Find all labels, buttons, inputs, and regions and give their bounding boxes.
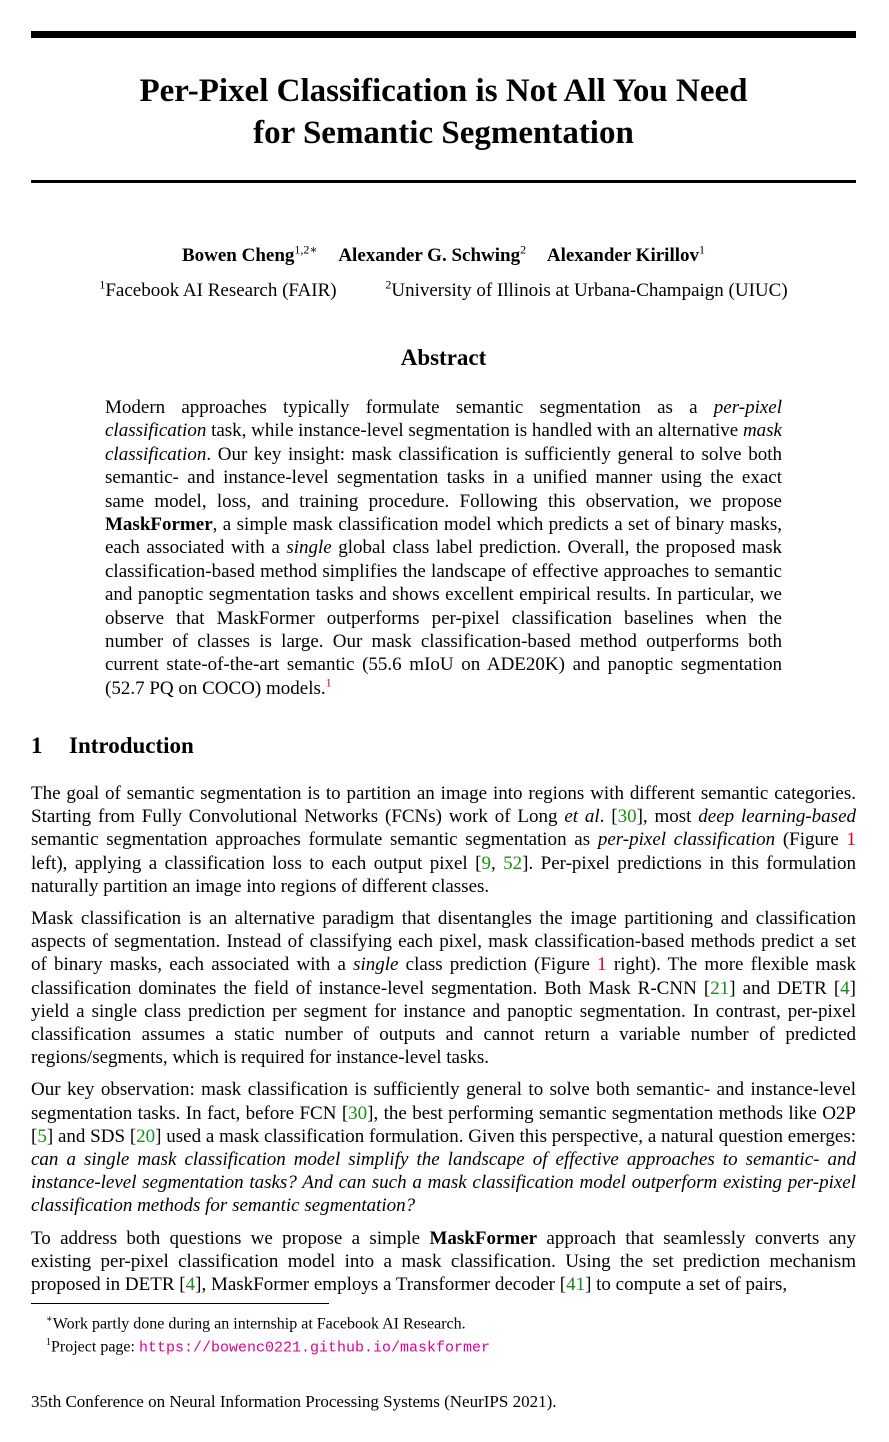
citation-link[interactable]: 30 — [617, 806, 637, 828]
title-bottom-rule — [31, 180, 856, 183]
footnote-2: $^1$Project page: https://bowenc0221.github.io/maskformer — [46, 1337, 491, 1357]
paragraph-4: To address both questions we propose a simple MaskFormer approach that seamlessly converts any existing per-pixel classification model into a mask classification. Using the set prediction mechanism proposed in DETR [4], MaskFormer employs a Transformer decoder [41] to compute a set of pairs, — [31, 1227, 857, 1296]
section-heading: 1 Introduction — [31, 733, 194, 758]
paragraph-3: Our key observation: mask classification is sufficiently general to solve both semantic- and instance-level segmentation tasks. In fact, before FCN [30], the best performing semantic segmentation methods like O2P [5] and SDS [20] used a mask classification formulation. Given this perspective, a natural question emerges: can a single mask classification model simplify the landscape of effective approaches to semantic- and instance-level segmentation tasks? And can such a mask classification model outperform existing per-pixel classification methods for semantic segmentation? — [31, 1079, 856, 1217]
footnote-1: ∗Work partly done during an internship at Facebook AI Research. — [46, 1314, 466, 1333]
citation-link[interactable]: 20 — [136, 1125, 156, 1147]
citation-link[interactable]: 21 — [710, 977, 730, 999]
body-text — [31, 782, 856, 1305]
author: Alexander Kirillov$^1$ — [546, 243, 706, 267]
citation-link[interactable]: 41 — [566, 1274, 586, 1296]
citation-link[interactable]: 9 — [481, 852, 491, 874]
paragraph-1: The goal of semantic segmentation is to partition an image into regions with different semantic categories. Starting from Fully Convolutional Networks (FCNs) work of Long et al. [30], most deep learning-based semantic segmentation approaches formulate semantic segmentation as per-pixel classification (Figure 1 left), applying a classification loss to each output pixel [9, 52]. Per-pixel predictions in this formulation naturally partition an image into regions of different classes. — [31, 783, 857, 897]
title-line-2: for Semantic Segmentation — [253, 115, 634, 151]
affiliation-list — [31, 273, 856, 303]
citation-link[interactable]: 4 — [840, 977, 850, 999]
figure-link[interactable]: 1 — [846, 829, 856, 851]
figure-link[interactable]: 1 — [597, 954, 607, 976]
author: Bowen Cheng$^{1,2∗}$ — [181, 243, 318, 267]
footnote-rule — [31, 1303, 329, 1304]
abstract-heading: Abstract — [400, 345, 487, 370]
footnote-link[interactable]: 1 — [325, 675, 332, 690]
citation-link[interactable]: 4 — [185, 1274, 196, 1296]
affiliation: $^1$Facebook AI Research (FAIR) — [99, 278, 337, 302]
venue-footer: 35th Conference on Neural Information Processing Systems (NeurIPS 2021). — [31, 1392, 557, 1411]
title-line-1: Per-Pixel Classification is Not All You Need — [139, 73, 748, 109]
paper-title — [31, 70, 856, 154]
author: Alexander G. Schwing$^2$ — [338, 243, 527, 267]
project-page-link[interactable]: https://bowenc0221.github.io/maskformer — [138, 1339, 491, 1357]
affiliation: $^2$University of Illinois at Urbana-Champaign (UIUC) — [385, 278, 788, 302]
author-list — [31, 238, 856, 268]
abstract-text: Modern approaches typically formulate semantic segmentation as a per-pixel classification task, while instance-level segmentation is handled with an alternative mask classification. Our key insight: mask classification is sufficiently general to solve both semantic- and instance-level segmentation tasks in a unified manner using the exact same model, loss, and training procedure. Following this observation, we propose MaskFormer, a simple mask classification model which predicts a set of binary masks, each associated with a single global class label prediction. Overall, the proposed mask classification-based method simplifies the landscape of effective approaches to semantic and panoptic segmentation tasks and shows excellent empirical results. In particular, we observe that MaskFormer outperforms per-pixel classification baselines when the number of classes is large. Our mask classification-based method outperforms both current state-of-the-art semantic (55.6 mIoU on ADE20K) and panoptic segmentation (52.7 PQ on COCO) models.$^1$ — [105, 397, 782, 699]
citation-link[interactable]: 30 — [348, 1102, 368, 1124]
citation-link[interactable]: 5 — [37, 1125, 47, 1147]
top-rule — [31, 31, 856, 38]
citation-link[interactable]: 52 — [503, 852, 523, 874]
paragraph-2: Mask classification is an alternative paradigm that disentangles the image partitioning and classification aspects of segmentation. Instead of classifying each pixel, mask classification-based methods predict a set of binary masks, each associated with a single class prediction (Figure 1 right). The more flexible mask classification dominates the field of instance-level segmentation. Both Mask R-CNN [21] and DETR [4] yield a single class prediction per segment for instance and panoptic segmentation. In contrast, per-pixel classification assumes a static number of outputs and cannot return a variable number of predicted regions/segments, which is required for instance-level tasks. — [31, 908, 856, 1069]
